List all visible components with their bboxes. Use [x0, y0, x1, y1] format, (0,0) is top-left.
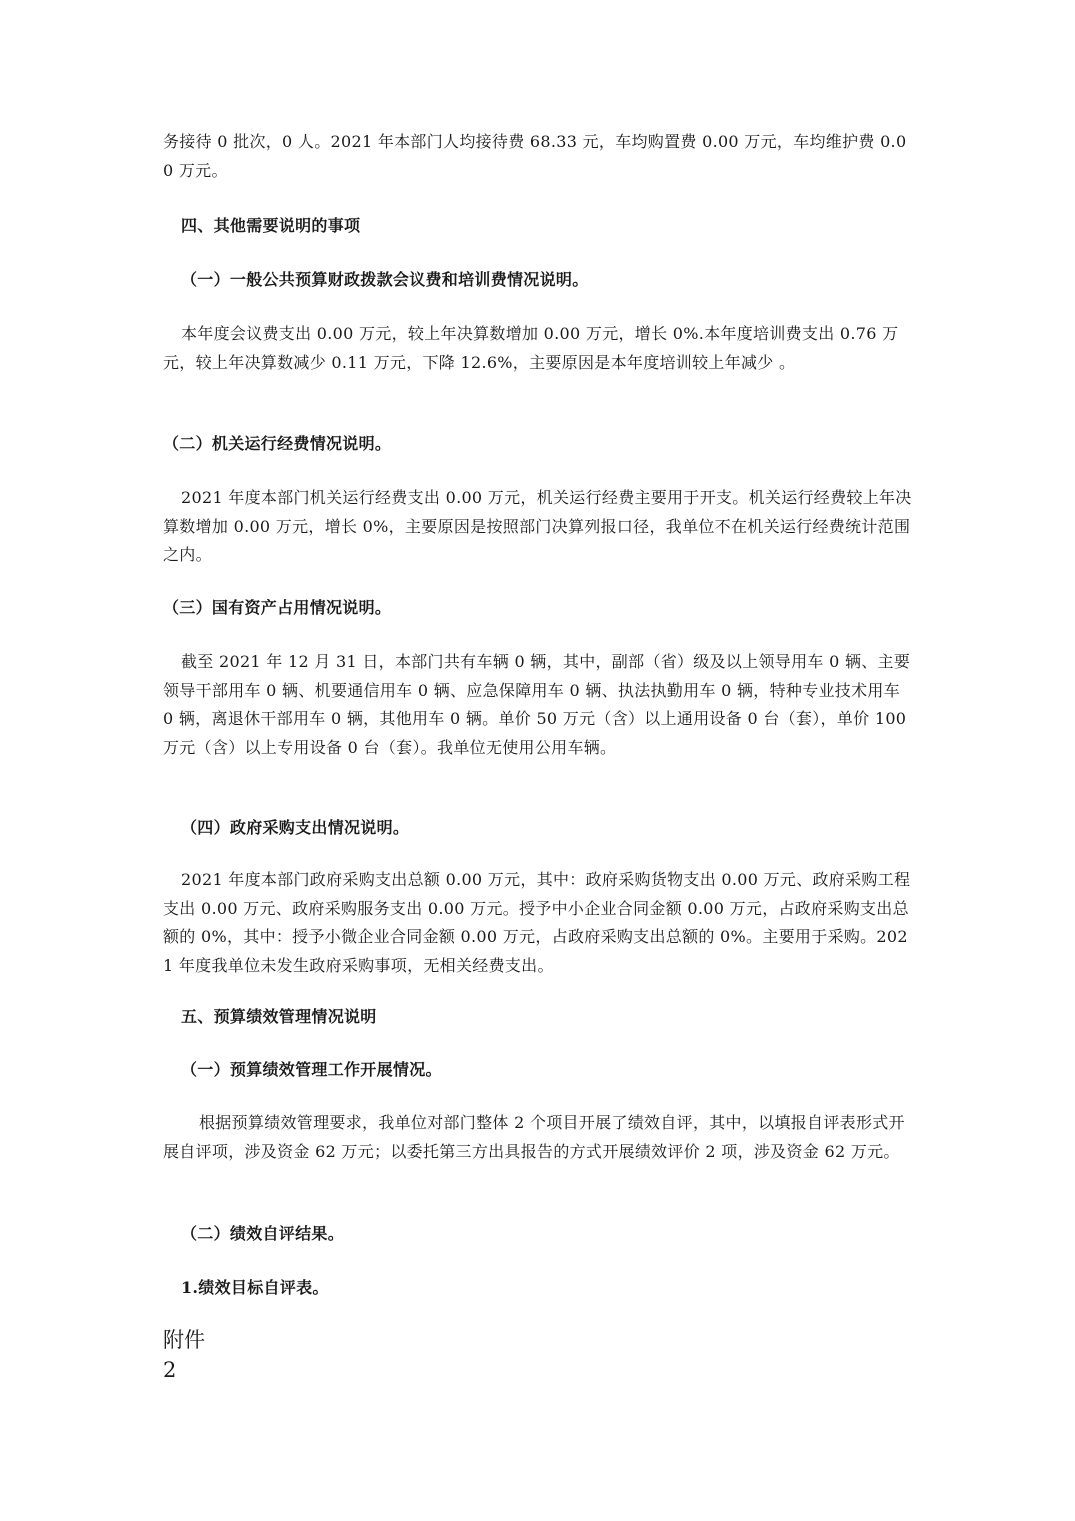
attachment-label: 附件	[163, 1328, 205, 1352]
item-heading-5-2-1: 1.绩效目标自评表。	[181, 1278, 329, 1297]
subsection-heading-5-1: （一）预算绩效管理工作开展情况。	[181, 1060, 442, 1079]
paragraph-4-3: 截至 2021 年 12 月 31 日，本部门共有车辆 0 辆，其中，副部（省）级及以上领导用车 0 辆、主要领导干部用车 0 辆、机要通信用车 0 辆、应急保障用车 0 辆、执法执勤用车 0 辆，特种专业技术用车 0 辆，离退休干部用车 0 辆，其他用车 0 辆。单价 50 万元（含）以上通用设备 0 台（套），单价 100 万元（含）以上专用设备 0 台（套）。我单位无使用公用车辆。	[163, 652, 911, 757]
subsection-heading-4-4: （四）政府采购支出情况说明。	[181, 818, 410, 837]
subsection-heading-4-1: （一）一般公共预算财政拨款会议费和培训费情况说明。	[181, 270, 589, 289]
subsection-heading-5-2: （二）绩效自评结果。	[181, 1224, 345, 1243]
paragraph-intro: 务接待 0 批次，0 人。2021 年本部门人均接待费 68.33 元，车均购置费 0.00 万元，车均维护费 0.00 万元。	[163, 132, 907, 180]
section-heading-5: 五、预算绩效管理情况说明	[181, 1007, 377, 1026]
paragraph-4-1: 本年度会议费支出 0.00 万元，较上年决算数增加 0.00 万元，增长 0%.本年度培训费支出 0.76 万元，较上年决算数减少 0.11 万元，下降 12.6%，主要原因是本年度培训较上年减少 。	[163, 324, 899, 372]
section-heading-4: 四、其他需要说明的事项	[181, 216, 361, 235]
subsection-heading-4-2: （二）机关运行经费情况说明。	[163, 434, 392, 453]
subsection-heading-4-3: （三）国有资产占用情况说明。	[163, 598, 392, 617]
paragraph-4-4: 2021 年度本部门政府采购支出总额 0.00 万元，其中：政府采购货物支出 0.00 万元、政府采购工程支出 0.00 万元、政府采购服务支出 0.00 万元。授予中小企业合同金额 0.00 万元，占政府采购支出总额的 0%，其中：授予小微企业合同金额 0.00 万元，占政府采购支出总额的 0%。主要用于采购。2021 年度我单位未发生政府采购事项，无相关经费支出。	[163, 870, 911, 975]
paragraph-5-1: 根据预算绩效管理要求，我单位对部门整体 2 个项目开展了绩效自评，其中，以填报自评表形式开展自评项，涉及资金 62 万元；以委托第三方出具报告的方式开展绩效评价 2 项，涉及资金 62 万元。	[163, 1113, 905, 1161]
paragraph-4-2: 2021 年度本部门机关运行经费支出 0.00 万元，机关运行经费主要用于开支。机关运行经费较上年决算数增加 0.00 万元，增长 0%，主要原因是按照部门决算列报口径，我单位不在机关运行经费统计范围之内。	[163, 488, 912, 564]
attachment-number: 2	[163, 1358, 177, 1382]
